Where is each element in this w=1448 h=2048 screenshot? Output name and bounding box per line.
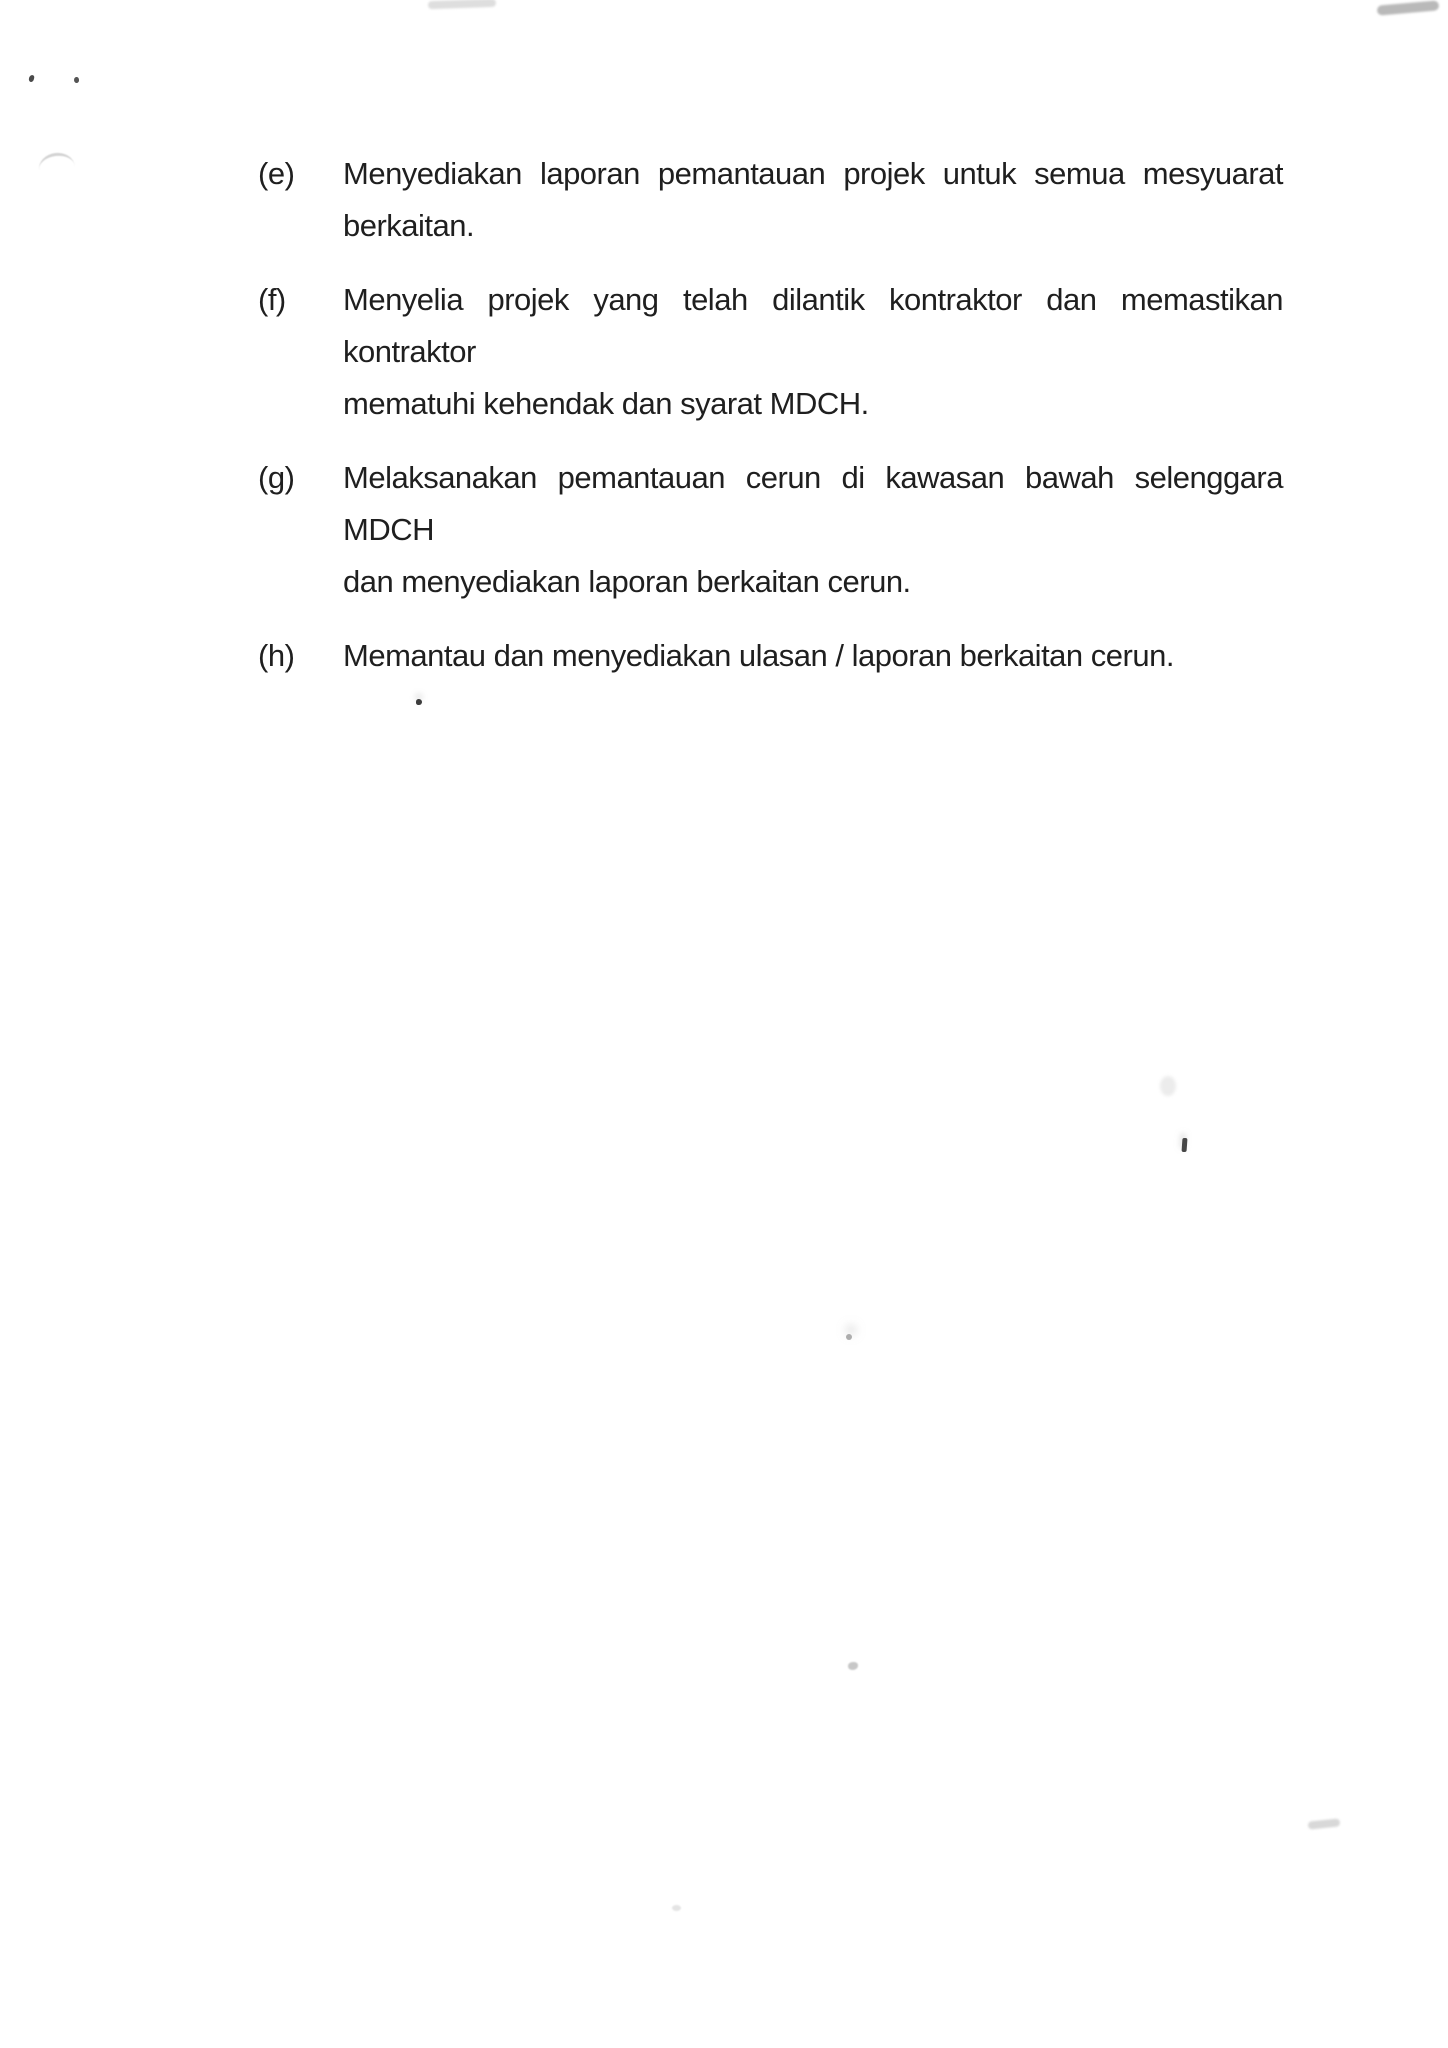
scan-speck [848, 1662, 858, 1670]
scan-smudge [1377, 0, 1440, 15]
scan-smudge [428, 0, 496, 9]
item-label: (f) [258, 282, 286, 317]
list-item-f [258, 274, 1283, 430]
item-text-line: Melaksanakan pemantauan cerun di kawasan bawah selenggara MDCH [343, 460, 1283, 547]
scan-speck [1182, 1138, 1188, 1152]
item-body [343, 148, 1283, 252]
duties-list [258, 148, 1283, 682]
list-item-g [258, 452, 1283, 608]
item-body [343, 630, 1283, 682]
scan-speck [28, 74, 35, 82]
scan-smudge [1308, 1818, 1341, 1829]
scan-smudge [1160, 1076, 1176, 1096]
item-label: (g) [258, 460, 295, 495]
item-label: (e) [258, 156, 295, 191]
item-text-line: Menyediakan laporan pemantauan projek untuk semua mesyuarat [343, 156, 1283, 191]
scan-speck [846, 1334, 852, 1340]
scan-speck [416, 699, 422, 705]
item-text-line: berkaitan. [343, 208, 475, 243]
item-label: (h) [258, 638, 295, 673]
list-item-h [258, 630, 1283, 682]
scan-speck [74, 77, 80, 84]
item-text-line: Memantau dan menyediakan ulasan / laporan berkaitan cerun. [343, 638, 1174, 673]
list-item-e [258, 148, 1283, 252]
item-text-line: dan menyediakan laporan berkaitan cerun. [343, 564, 911, 599]
item-body [343, 274, 1283, 430]
item-text-line: Menyelia projek yang telah dilantik kontraktor dan memastikan kontraktor [343, 282, 1283, 369]
scan-speck [672, 1905, 681, 1911]
item-text-line: mematuhi kehendak dan syarat MDCH. [343, 386, 869, 421]
scan-pencil-mark [37, 151, 75, 170]
item-body [343, 452, 1283, 608]
